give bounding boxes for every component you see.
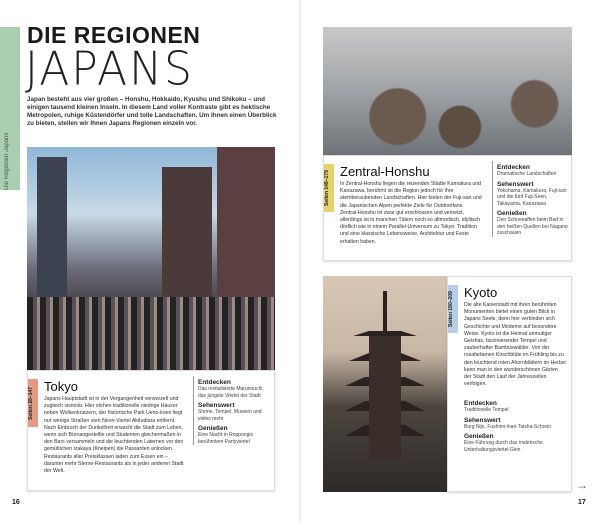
zentral-honshu-region-card bbox=[323, 155, 572, 261]
fact-label: Sehenswert bbox=[497, 180, 534, 188]
fact-value: Burg Nijo, Fushimi-Inari-Taisha-Schrein bbox=[464, 423, 551, 430]
pagoda-illustration bbox=[345, 291, 425, 461]
page-number-left: 16 bbox=[12, 499, 20, 506]
fact-value: Den Schneeaffen beim Bad in den heißen Quellen bei Nagano zuschauen bbox=[497, 217, 568, 236]
fact-value: Eine Nacht in Roppongis berühmtem Partyviertel bbox=[198, 432, 254, 445]
zentral-text: In Zentral-Honshu liegen die reizenden Städte Kamakura und Kanazawa, berühmt ist die Region jedoch für ihre atemberaubenden Landschaften. Hier bieten der Fuji-san und die Japanischen Alpen perfekte Ziele für Outdoorfans. Zentral-Honshu ist zwar gut erschlossen und vernetzt, allerdings ist in manchen Tälern noch so altmodisch, idyllisch dörflich wie in einem Parallel-Universum zu Tokyo. Tradition und eine klassische Lebensweise, Architektur und Feste erhalten haben. bbox=[340, 181, 482, 245]
kyoto-text: Die alte Kaiserstadt mit ihren berühmten Monumenten bietet einen guten Blick in Japans Seele, denn hier verbinden sich Geschichte und Moderne auf besondere Weise. Kyoto ist die Heimat anmutiger Geishas, faszinierender Tempel und zauberhafter Bambuswälder. Von der rosafarbenen Kirschblüte im Frühling bis zu den leuchtend roten Ahornblättern im Herbst kann man in den wunderschönen Gärten der Stadt den Lauf der Jahreszeiten verfolgen. bbox=[464, 302, 566, 388]
fact-value: Shrine, Tempel, Museen und vieles mehr bbox=[198, 409, 262, 422]
kyoto-heading: Kyoto bbox=[464, 285, 498, 300]
tokyo-text: Japans Hauptstadt ist in der Vergangenheit verwurzelt und zugleich visionär. Hier stehen traditionelle niedrige Häuser neben Wolkenkratzern, der historische Park Ueno-koen liegt nur wenige Straßen vom Neon-Viertel Akihabara entfernt. Nach Einbruch der Dunkelheit erwacht die Stadt zum Leben, wenn sich Büroangestellte und Studenten gleichermaßen in den Bars versammeln und die leuchtenden Laternen vor den gemütlichen Izakaya (Kneipen) die Passanten anlocken. Restaurants aller Preisklassen laden zum Essen ein – darunter mehr Sterne-Restaurants als in jeder anderen Stadt der Welt. bbox=[44, 396, 184, 475]
page-title: DIE REGIONEN bbox=[27, 22, 201, 48]
fact-label: Genießen bbox=[497, 210, 527, 217]
kyoto-pagoda-photo bbox=[323, 276, 448, 492]
fact-value: Traditionelle Tempel bbox=[464, 407, 509, 413]
fact-value: Dramatische Landschaften bbox=[497, 171, 557, 177]
book-gutter bbox=[299, 0, 301, 521]
fact-label: Entdecken bbox=[464, 400, 497, 407]
fact-label: Entdecken bbox=[198, 379, 231, 386]
tokyo-region-card bbox=[27, 370, 275, 491]
fact-label: Genießen bbox=[464, 433, 494, 440]
next-page-arrow-icon[interactable]: → bbox=[576, 478, 588, 492]
intro-text: Japan besteht aus vier großen – Honshu, Hokkaido, Kyushu und Shikoku – und einigen tausend kleinen Inseln. In diesem Land voller Kontraste gibt es hektische Metropolen, ruhige Küstendörfer und tolle Landschaften. Um Ihnen einen Überblick zu bieten, stellen wir Ihnen Japans Regionen einzeln vor. bbox=[27, 96, 277, 127]
tokyo-street-photo bbox=[27, 147, 275, 370]
tokyo-facts bbox=[193, 376, 273, 445]
fact-label: Genießen bbox=[198, 425, 228, 432]
page-number-right: 17 bbox=[578, 499, 586, 506]
kyoto-page-tab: Seiten 180–209 bbox=[448, 285, 458, 333]
tokyo-page-tab: Seiten 28–147 bbox=[28, 379, 38, 427]
fact-label: Sehenswert bbox=[464, 416, 501, 424]
fact-value: Das revitalisierte Marunouchi, das jüngste Viertel der Stadt bbox=[198, 386, 264, 399]
chapter-side-label: Die Regionen Japans bbox=[4, 132, 10, 190]
zentral-facts bbox=[492, 161, 570, 237]
page-title-subtitle: JAPANS bbox=[25, 42, 194, 97]
zentral-heading: Zentral-Honshu bbox=[340, 164, 430, 179]
kyoto-region-card bbox=[447, 276, 572, 492]
tokyo-heading: Tokyo bbox=[44, 379, 78, 394]
snow-monkeys-photo bbox=[323, 27, 572, 155]
fact-label: Sehenswert bbox=[198, 402, 235, 409]
fact-value: Eine Führung durch das malerische Unterhaltungsviertel Gion bbox=[464, 440, 543, 453]
fact-value: Yokohama, Kamakura, Fuji-san und die fünf Fuji-Seen, Takayama, Kanazawa bbox=[497, 187, 567, 207]
zentral-page-tab: Seiten 148–179 bbox=[324, 164, 334, 212]
fact-label: Entdecken bbox=[497, 164, 530, 171]
kyoto-facts bbox=[464, 397, 569, 453]
